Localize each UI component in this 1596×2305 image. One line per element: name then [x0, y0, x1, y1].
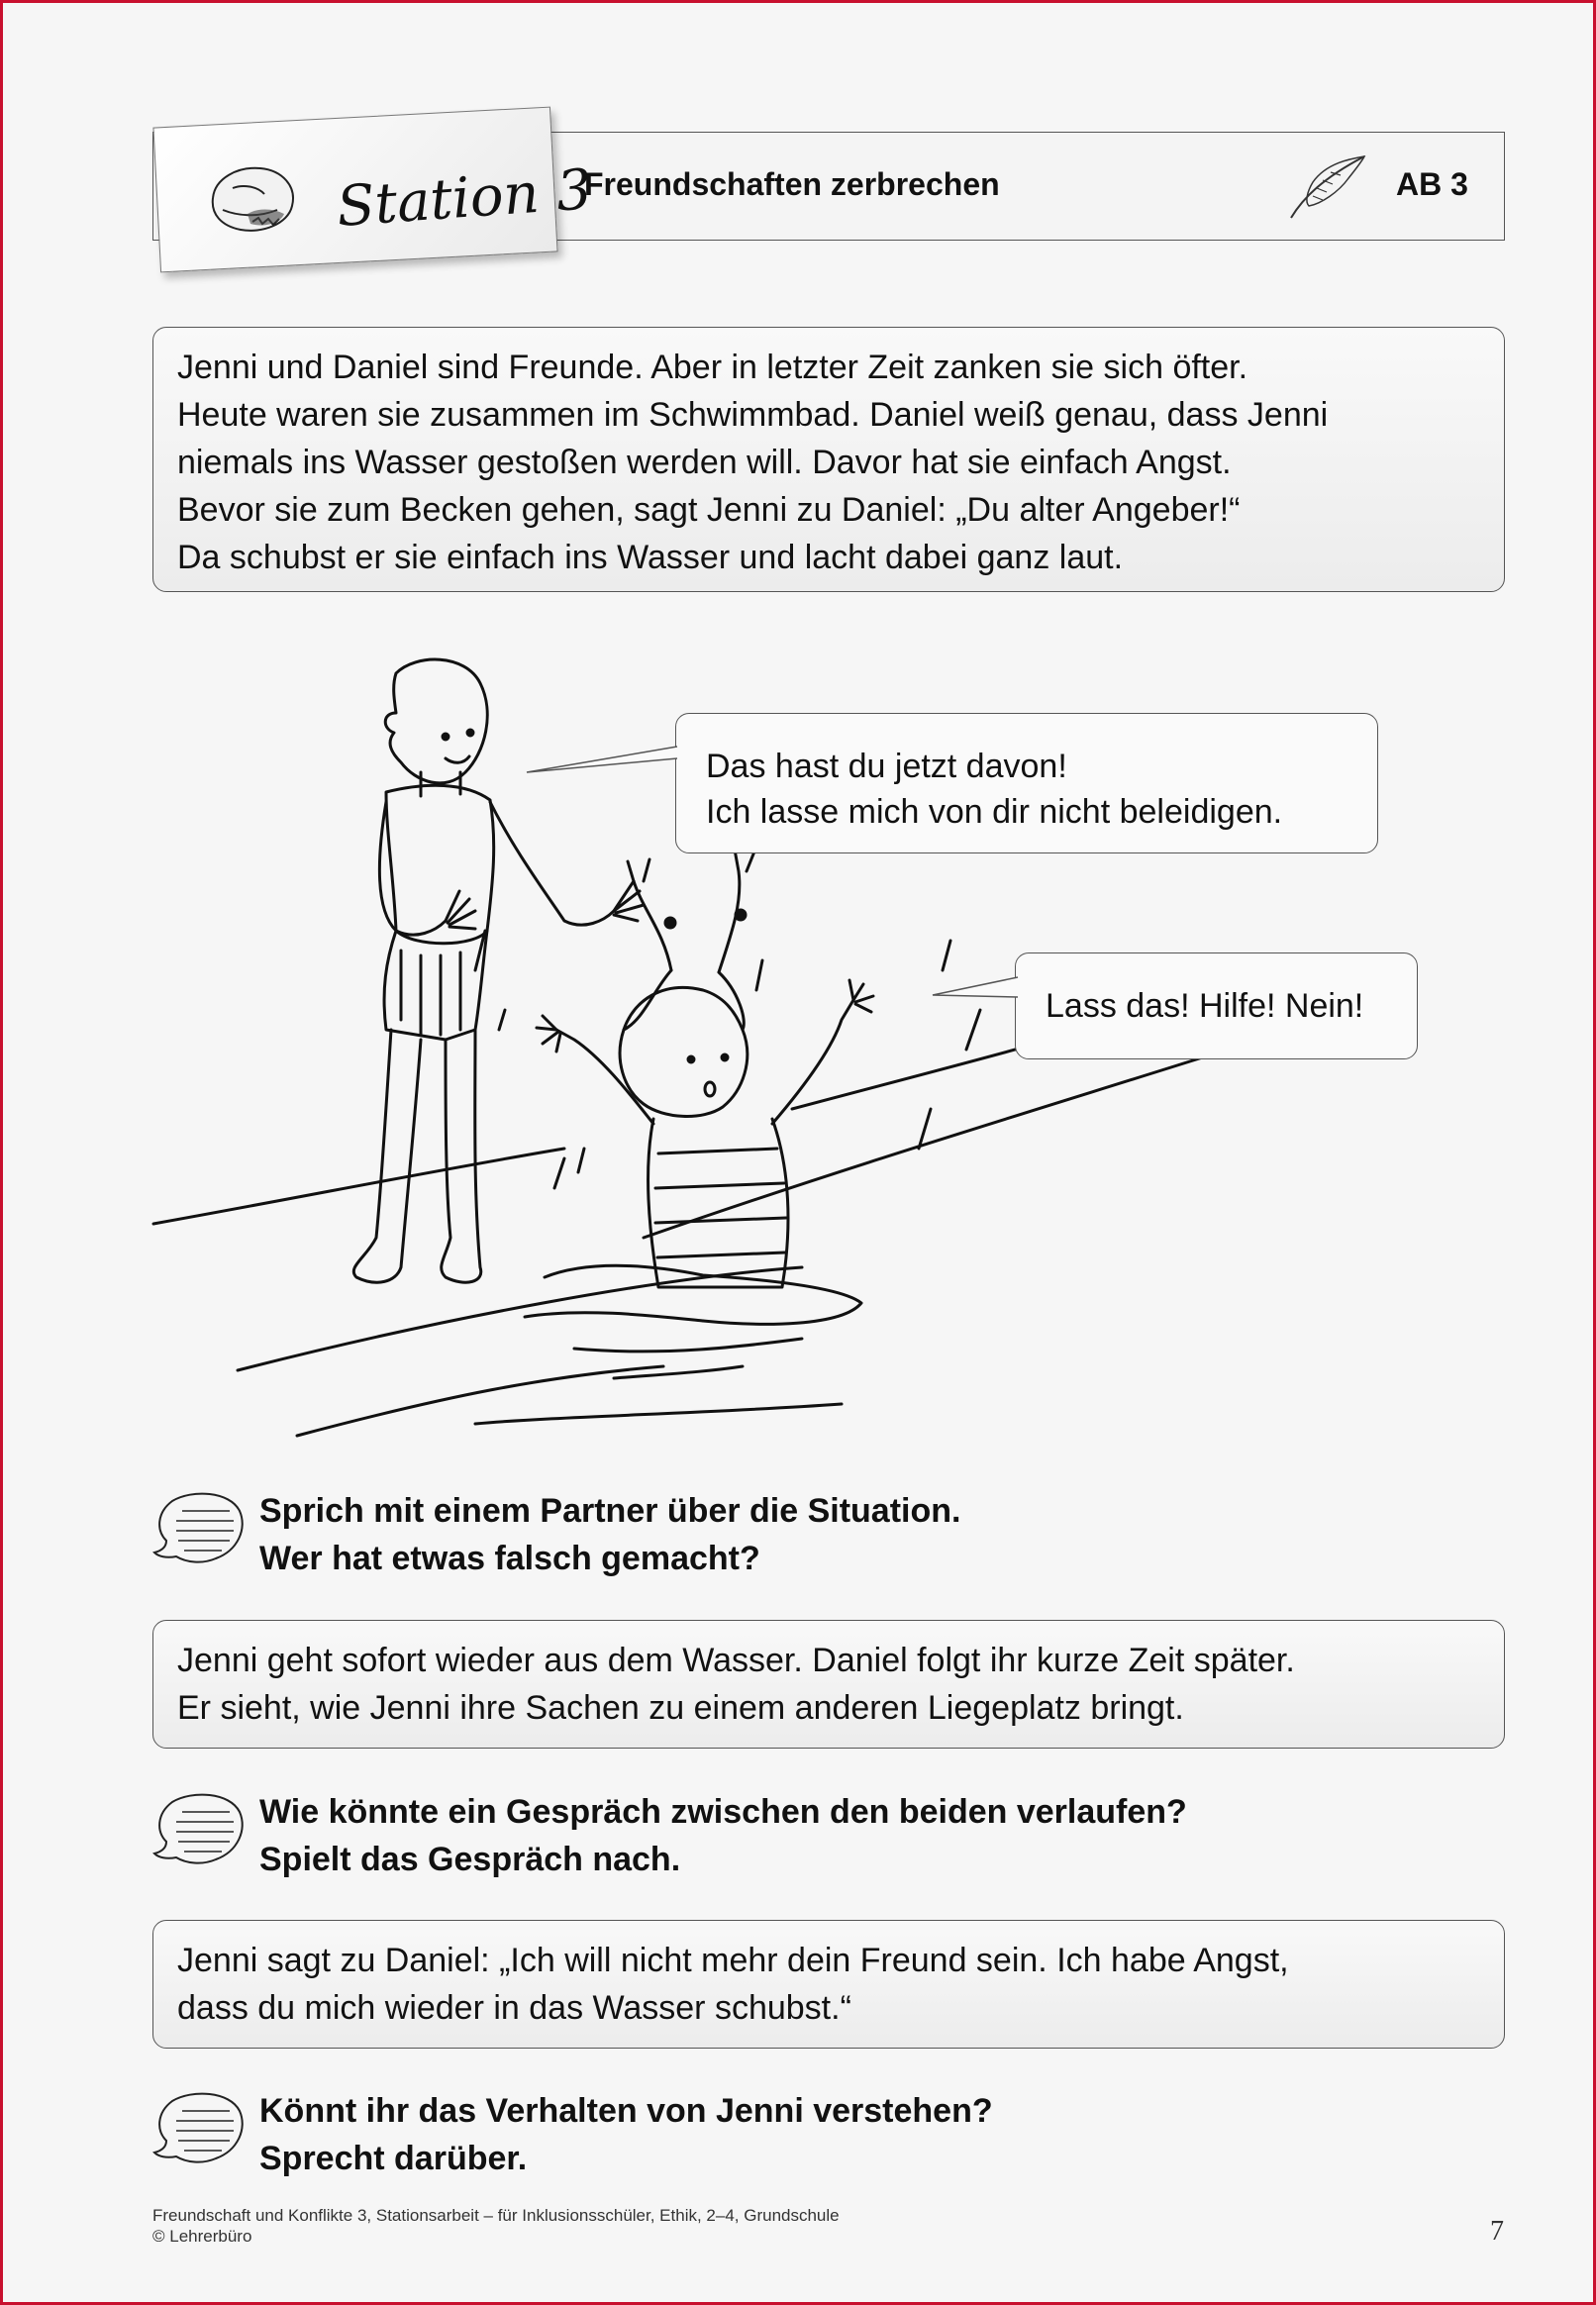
- speech-bubble-icon: [152, 2087, 248, 2170]
- box-line: Jenni geht sofort wieder aus dem Wasser. Daniel folgt ihr kurze Zeit später.: [177, 1642, 1295, 1679]
- pool-edge: [297, 1366, 663, 1436]
- speech-bubble-icon: [152, 1487, 248, 1570]
- speech-line: Das hast du jetzt davon!: [706, 748, 1067, 785]
- speech-line: Lass das! Hilfe! Nein!: [1046, 987, 1364, 1025]
- box-line: Er sieht, wie Jenni ihre Sachen zu einem anderen Liegeplatz bringt.: [177, 1689, 1184, 1727]
- page-title: Freundschaften zerbrechen: [584, 166, 1000, 202]
- station-label: Station 3: [335, 157, 594, 240]
- task-1: [152, 1487, 1440, 1586]
- daniel-speech-bubble: [675, 713, 1378, 853]
- pool-edge: [475, 1404, 842, 1424]
- task-3: [152, 2087, 1440, 2186]
- page-number: 7: [1490, 2216, 1504, 2247]
- intro-line: Jenni und Daniel sind Freunde. Aber in letzter Zeit zanken sie sich öfter.: [177, 349, 1248, 386]
- speech-bubble-icon: [152, 1788, 248, 1871]
- feather-icon: [1283, 149, 1372, 228]
- task-line: Spielt das Gespräch nach.: [259, 1841, 681, 1878]
- intro-line: Da schubst er sie einfach ins Wasser und lacht dabei ganz laut.: [177, 539, 1124, 576]
- pool-edge: [238, 1267, 802, 1370]
- jenni-speech-bubble: [1015, 952, 1418, 1059]
- task-line: Sprecht darüber.: [259, 2140, 528, 2177]
- girl-figure: [537, 850, 873, 1287]
- intro-text-box: [152, 327, 1505, 592]
- task-line: Könnt ihr das Verhalten von Jenni verstehen?: [259, 2092, 993, 2130]
- speech-tail: [931, 975, 1020, 1003]
- intro-line: Heute waren sie zusammen im Schwimmbad. Daniel weiß genau, dass Jenni: [177, 396, 1329, 434]
- stone-icon: [203, 158, 302, 238]
- second-text-box: [152, 1620, 1505, 1749]
- box-line: dass du mich wieder in das Wasser schubst.“: [177, 1989, 851, 2027]
- footer-source: Freundschaft und Konflikte 3, Stationsarbeit – für Inklusionsschüler, Ethik, 2–4, Grundschule: [152, 2206, 840, 2225]
- task-line: Sprich mit einem Partner über die Situation.: [259, 1492, 961, 1530]
- third-text-box: [152, 1920, 1505, 2049]
- intro-line: niemals ins Wasser gestoßen werden will. Davor hat sie einfach Angst.: [177, 444, 1232, 481]
- task-2: [152, 1788, 1440, 1887]
- footer-copyright: © Lehrerbüro: [152, 2227, 252, 2246]
- sheet-code: AB 3: [1396, 166, 1468, 202]
- intro-line: Bevor sie zum Becken gehen, sagt Jenni zu Daniel: „Du alter Angeber!“: [177, 491, 1241, 529]
- task-line: Wie könnte ein Gespräch zwischen den beiden verlaufen?: [259, 1793, 1187, 1831]
- speech-tail: [525, 745, 679, 774]
- pool-edge: [153, 1149, 564, 1224]
- task-line: Wer hat etwas falsch gemacht?: [259, 1540, 760, 1577]
- box-line: Jenni sagt zu Daniel: „Ich will nicht mehr dein Freund sein. Ich habe Angst,: [177, 1942, 1289, 1979]
- speech-line: Ich lasse mich von dir nicht beleidigen.: [706, 793, 1283, 831]
- footer: [152, 2205, 840, 2247]
- pool-edge: [644, 1050, 1228, 1238]
